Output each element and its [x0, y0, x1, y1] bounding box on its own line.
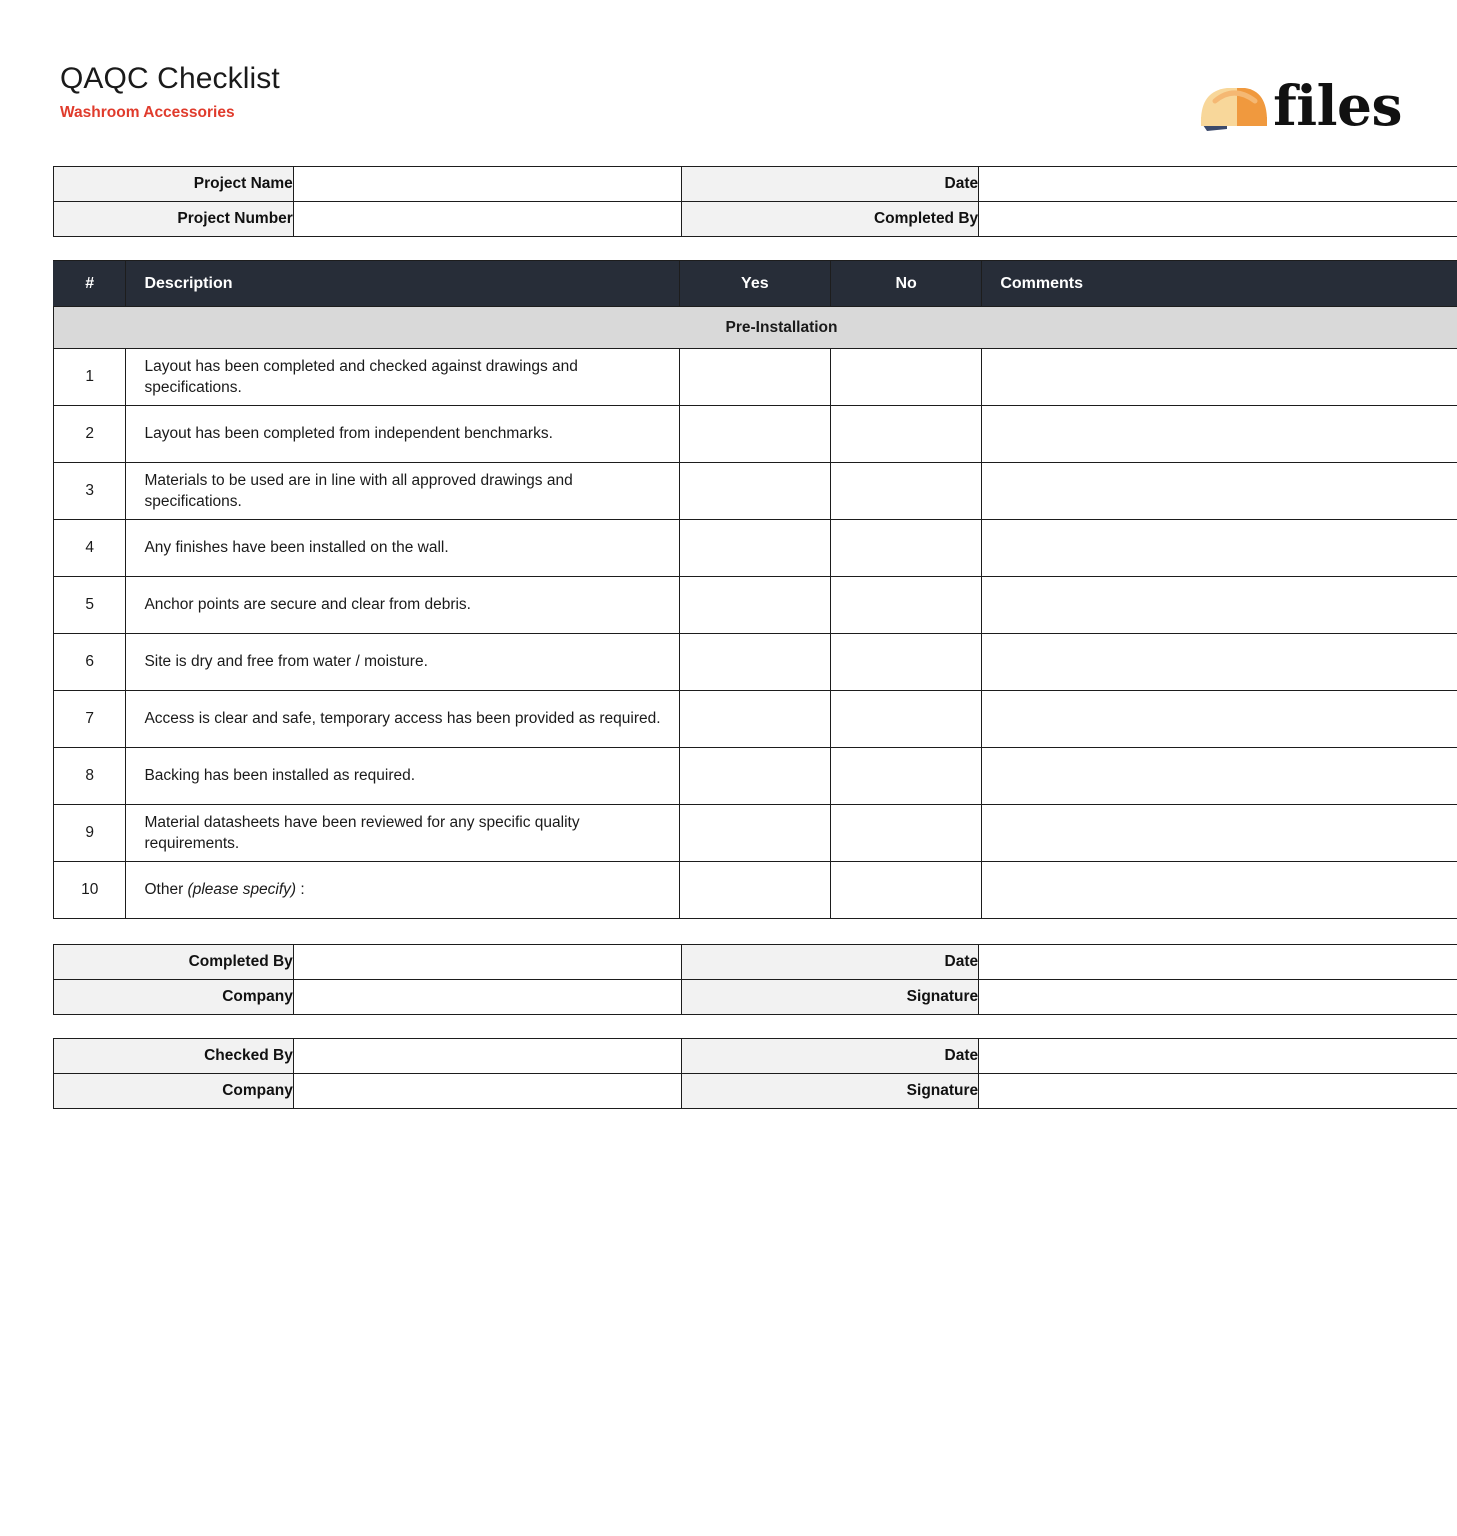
checklist-row-comments-cell[interactable]: [982, 349, 1457, 406]
checklist-row-comments-cell[interactable]: [982, 406, 1457, 463]
checklist-table: [53, 260, 1457, 919]
signoff-checked-by-label: Checked By: [54, 1039, 294, 1074]
table-row: [54, 202, 1457, 237]
checklist-row-no-cell[interactable]: [831, 634, 982, 691]
checklist-row-no-cell[interactable]: [831, 520, 982, 577]
checked-by-signoff-table: [53, 1038, 1457, 1109]
checklist-row-no-cell[interactable]: [831, 406, 982, 463]
checklist-row-yes-cell[interactable]: [679, 805, 830, 862]
checklist-row-comments-cell[interactable]: [982, 691, 1457, 748]
table-row: [54, 945, 1457, 980]
signoff-checked-signature-label: Signature: [681, 1074, 978, 1109]
signoff-completed-date-field[interactable]: [979, 945, 1457, 980]
column-header-yes: Yes: [679, 261, 830, 307]
checklist-row-no-cell[interactable]: [831, 577, 982, 634]
checklist-row-yes-cell[interactable]: [679, 691, 830, 748]
checklist-row-description: Any finishes have been installed on the wall.: [126, 520, 679, 577]
checklist-row: [54, 520, 1457, 577]
checklist-row-no-cell[interactable]: [831, 748, 982, 805]
title-block: [60, 62, 280, 121]
checklist-row-yes-cell[interactable]: [679, 520, 830, 577]
checklist-row-no-cell[interactable]: [831, 349, 982, 406]
table-row: [54, 980, 1457, 1015]
date-label: Date: [681, 167, 978, 202]
checklist-row-description: Materials to be used are in line with all approved drawings and specifications.: [126, 463, 679, 520]
checklist-row-no-cell[interactable]: [831, 691, 982, 748]
hard-hat-icon: [1197, 77, 1275, 133]
checklist-row-comments-cell[interactable]: [982, 748, 1457, 805]
checklist-row-number: 7: [54, 691, 126, 748]
date-field[interactable]: [979, 167, 1457, 202]
completed-by-signoff-table: [53, 944, 1457, 1015]
checklist-row-number: 2: [54, 406, 126, 463]
checklist-row: [54, 691, 1457, 748]
checklist-row: [54, 634, 1457, 691]
signoff-completed-date-label: Date: [681, 945, 978, 980]
checklist-row-comments-cell[interactable]: [982, 805, 1457, 862]
checklist-row-yes-cell[interactable]: [679, 862, 830, 919]
signoff-checked-company-field[interactable]: [293, 1074, 681, 1109]
checklist-row: [54, 862, 1457, 919]
checklist-header-row: [54, 261, 1457, 307]
checklist-row-number: 10: [54, 862, 126, 919]
page-title: QAQC Checklist: [60, 62, 280, 95]
checklist-row: [54, 406, 1457, 463]
signoff-completed-by-field[interactable]: [293, 945, 681, 980]
signoff-completed-signature-label: Signature: [681, 980, 978, 1015]
checklist-row-description: Layout has been completed and checked against drawings and specifications.: [126, 349, 679, 406]
checklist-row-description: Backing has been installed as required.: [126, 748, 679, 805]
checklist-row-no-cell[interactable]: [831, 862, 982, 919]
brand-logo: [1197, 74, 1402, 136]
checklist-row-comments-cell[interactable]: [982, 520, 1457, 577]
checklist-row-description: Access is clear and safe, temporary access has been provided as required.: [126, 691, 679, 748]
checklist-row-yes-cell[interactable]: [679, 577, 830, 634]
signoff-completed-company-field[interactable]: [293, 980, 681, 1015]
checklist-row-description: Site is dry and free from water / moisture.: [126, 634, 679, 691]
checklist-row-yes-cell[interactable]: [679, 463, 830, 520]
checklist-row-comments-cell[interactable]: [982, 862, 1457, 919]
checklist-row: [54, 577, 1457, 634]
please-specify-hint: (please specify): [187, 881, 297, 899]
column-header-number: #: [54, 261, 126, 307]
checklist-row-yes-cell[interactable]: [679, 406, 830, 463]
table-row: [54, 1074, 1457, 1109]
signoff-checked-signature-field[interactable]: [979, 1074, 1457, 1109]
checklist-row-description: Material datasheets have been reviewed for any specific quality requirements.: [126, 805, 679, 862]
signoff-checked-date-label: Date: [681, 1039, 978, 1074]
checklist-row-comments-cell[interactable]: [982, 577, 1457, 634]
section-header-row: [54, 307, 1457, 349]
checklist-row-comments-cell[interactable]: [982, 463, 1457, 520]
checklist-row-comments-cell[interactable]: [982, 634, 1457, 691]
checklist-row-description: Anchor points are secure and clear from debris.: [126, 577, 679, 634]
project-number-field[interactable]: [293, 202, 681, 237]
project-name-field[interactable]: [293, 167, 681, 202]
brand-logo-text: files: [1273, 72, 1402, 138]
table-row: [54, 167, 1457, 202]
section-title: Pre-Installation: [54, 307, 1457, 349]
checklist-row-no-cell[interactable]: [831, 805, 982, 862]
document-header: [55, 62, 1402, 152]
checklist-row-number: 6: [54, 634, 126, 691]
signoff-completed-company-label: Company: [54, 980, 294, 1015]
checklist-row-number: 5: [54, 577, 126, 634]
table-row: [54, 1039, 1457, 1074]
checklist-row-number: 4: [54, 520, 126, 577]
signoff-completed-signature-field[interactable]: [979, 980, 1457, 1015]
column-header-description: Description: [126, 261, 679, 307]
completed-by-label: Completed By: [681, 202, 978, 237]
checklist-row-number: 8: [54, 748, 126, 805]
completed-by-field[interactable]: [979, 202, 1457, 237]
checklist-row-number: 9: [54, 805, 126, 862]
checklist-row-number: 3: [54, 463, 126, 520]
checklist-row: [54, 463, 1457, 520]
checklist-row-no-cell[interactable]: [831, 463, 982, 520]
signoff-checked-company-label: Company: [54, 1074, 294, 1109]
page-subtitle: Washroom Accessories: [60, 104, 235, 121]
checklist-row: [54, 349, 1457, 406]
checklist-row-description: Other (please specify) :: [126, 862, 679, 919]
checklist-row-yes-cell[interactable]: [679, 748, 830, 805]
signoff-completed-by-label: Completed By: [54, 945, 294, 980]
project-info-table: [53, 166, 1457, 237]
column-header-no: No: [831, 261, 982, 307]
signoff-checked-date-field[interactable]: [979, 1039, 1457, 1074]
column-header-comments: Comments: [982, 261, 1457, 307]
checklist-row-yes-cell[interactable]: [679, 349, 830, 406]
checklist-row: [54, 748, 1457, 805]
project-name-label: Project Name: [54, 167, 294, 202]
checklist-row-description: Layout has been completed from independent benchmarks.: [126, 406, 679, 463]
project-number-label: Project Number: [54, 202, 294, 237]
checklist-row-yes-cell[interactable]: [679, 634, 830, 691]
checklist-row: [54, 805, 1457, 862]
checklist-row-number: 1: [54, 349, 126, 406]
signoff-checked-by-field[interactable]: [293, 1039, 681, 1074]
